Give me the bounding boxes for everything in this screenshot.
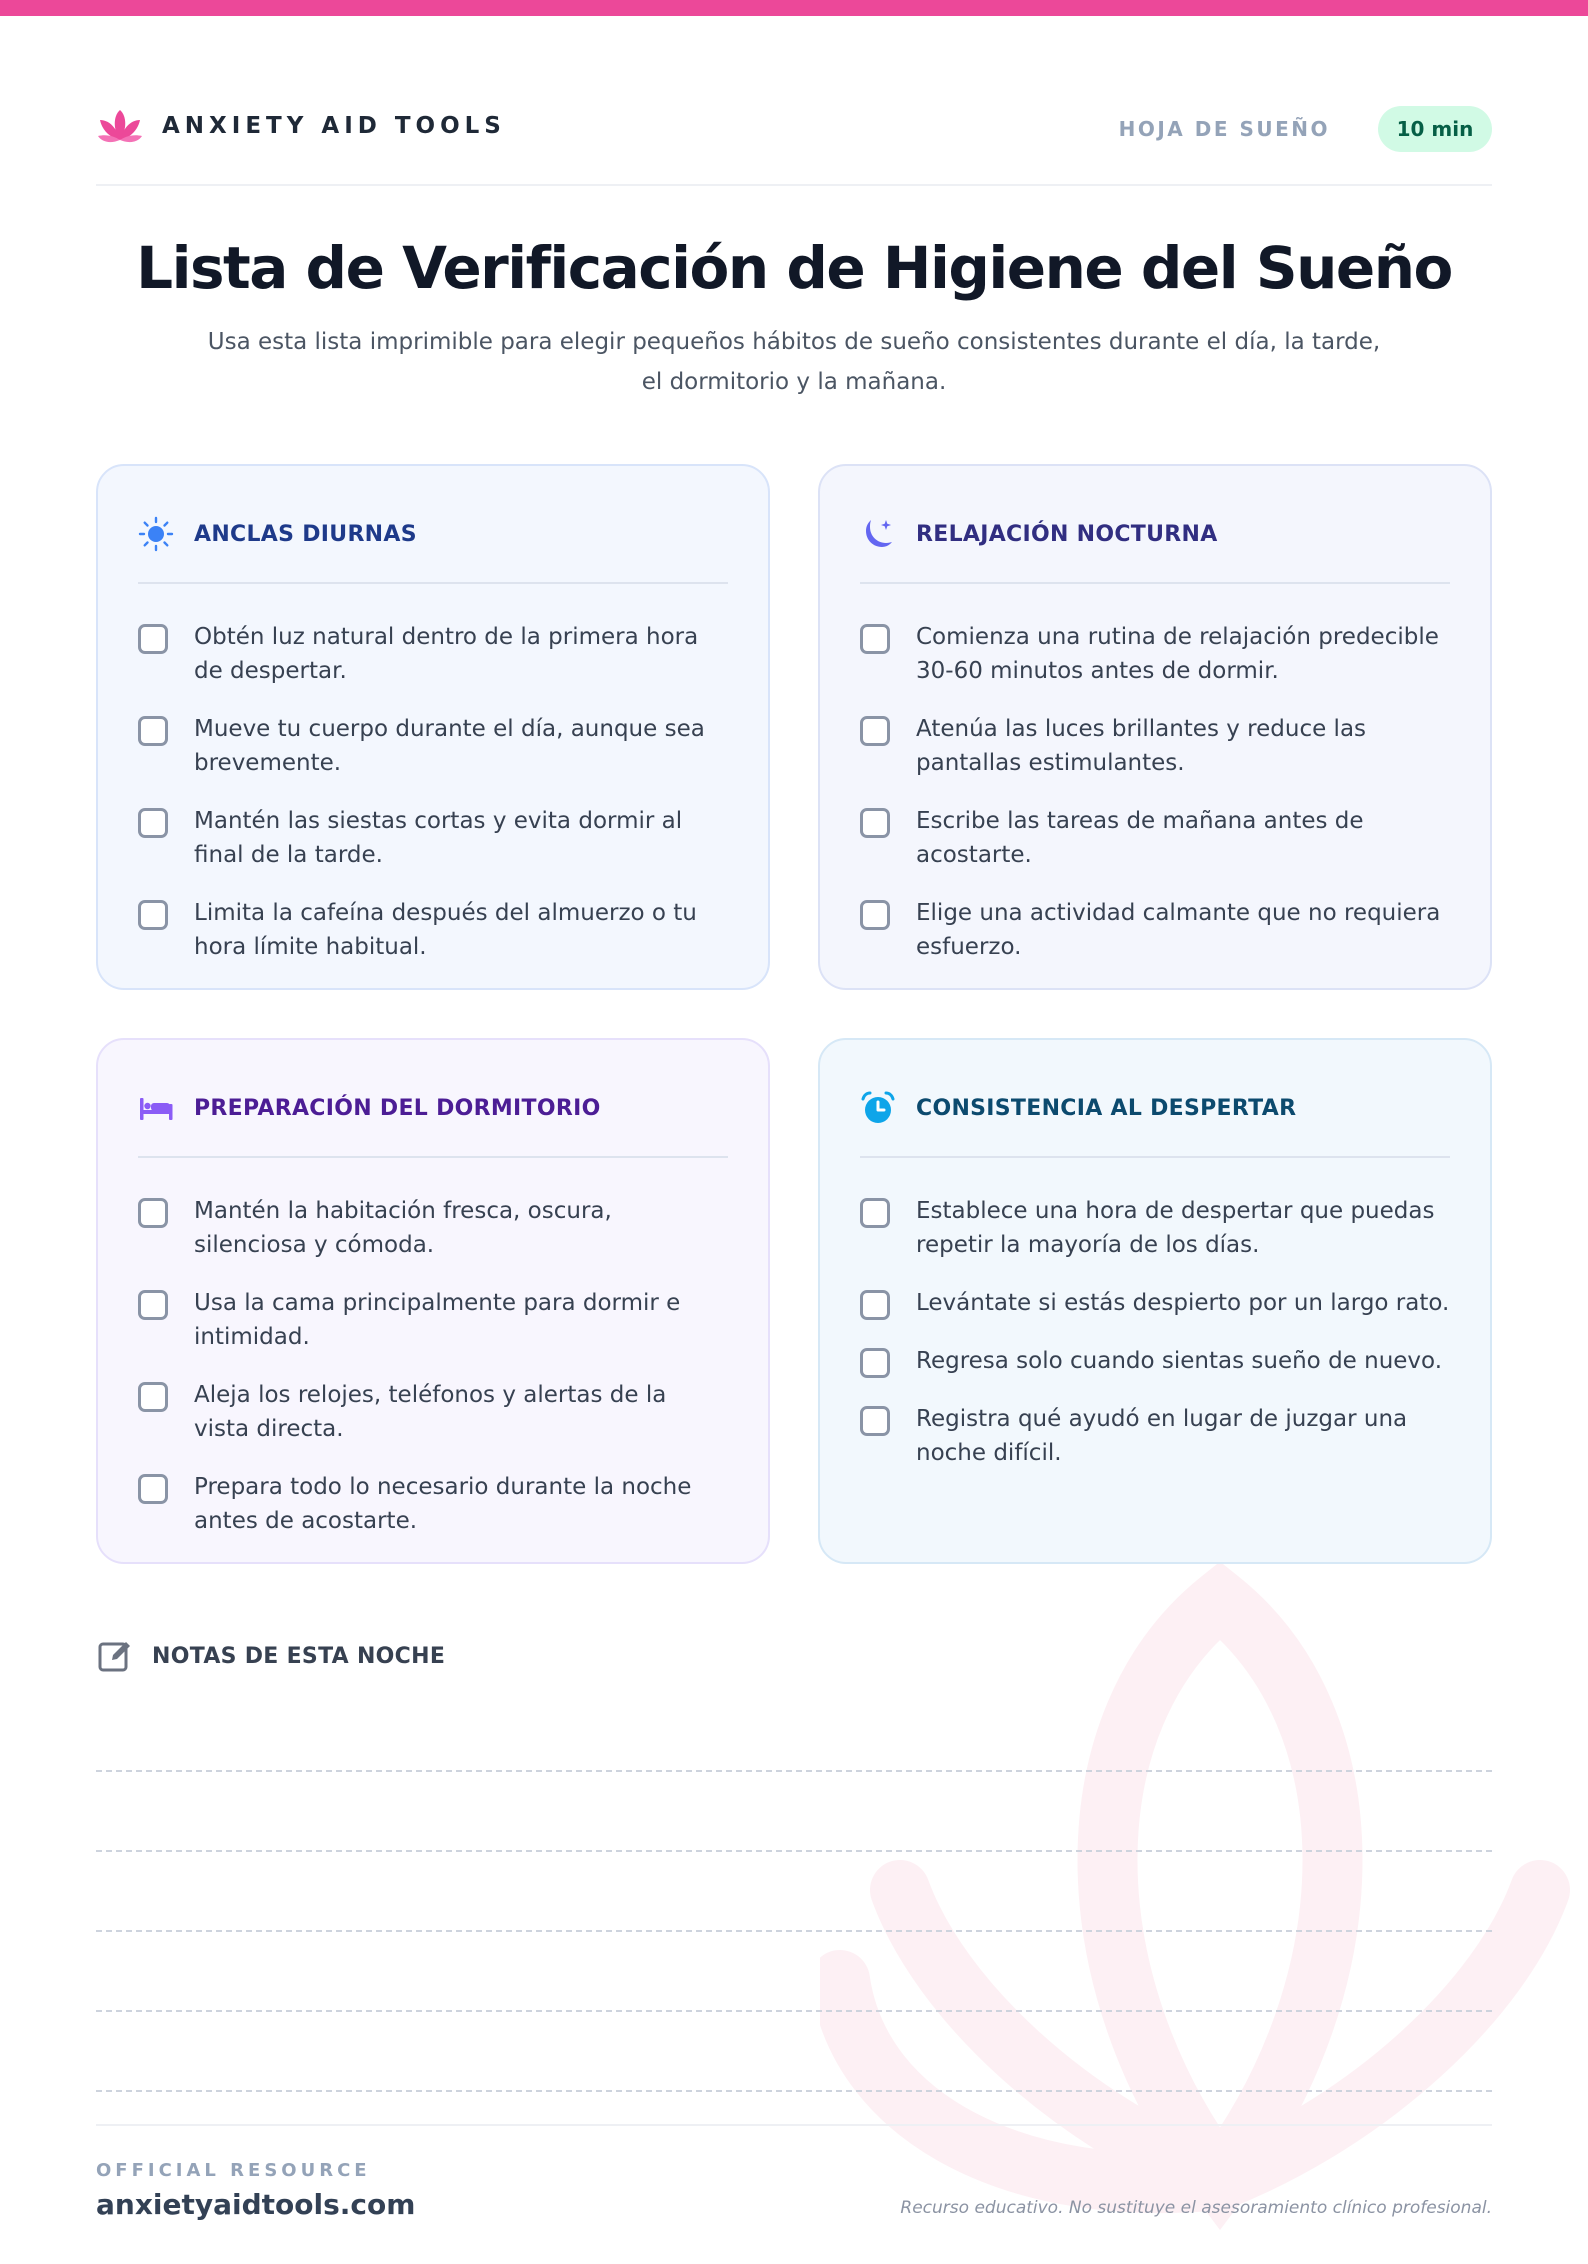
section-divider <box>860 582 1450 584</box>
notes-write-line[interactable] <box>96 1770 1492 1772</box>
brand <box>96 106 506 146</box>
section-card-night-relaxation <box>818 464 1492 990</box>
sheet-label: HOJA DE SUEÑO <box>1118 117 1330 141</box>
checklist-item-text: Mantén las siestas cortas y evita dormir al final de la tarde. <box>194 808 683 868</box>
checkbox[interactable] <box>860 716 890 746</box>
sun-icon <box>138 516 174 552</box>
checkbox[interactable] <box>860 1290 890 1320</box>
section-divider <box>138 1156 728 1158</box>
checkbox[interactable] <box>138 1198 168 1228</box>
checkbox[interactable] <box>860 624 890 654</box>
page-title: Lista de Verificación de Higiene del Sueño <box>136 234 1452 302</box>
section-title: PREPARACIÓN DEL DORMITORIO <box>194 1095 601 1121</box>
top-accent-bar <box>0 0 1588 16</box>
edit-note-icon <box>96 1636 136 1676</box>
section-title: ANCLAS DIURNAS <box>194 521 417 547</box>
checkbox[interactable] <box>860 1198 890 1228</box>
section-title: RELAJACIÓN NOCTURNA <box>916 521 1218 547</box>
checklist-item-text: Mueve tu cuerpo durante el día, aunque sea brevemente. <box>194 716 705 776</box>
section-divider <box>860 1156 1450 1158</box>
notes-write-line[interactable] <box>96 2090 1492 2092</box>
checkbox[interactable] <box>860 1348 890 1378</box>
checklist-item-text: Obtén luz natural dentro de la primera hora de despertar. <box>194 624 699 684</box>
section-header <box>860 1090 1450 1126</box>
checklist-item-text: Comienza una rutina de relajación predecible 30-60 minutos antes de dormir. <box>916 624 1439 684</box>
header-meta <box>1119 106 1492 152</box>
section-card-bedroom-prep <box>96 1038 770 1564</box>
checklist-item-text: Elige una actividad calmante que no requiera esfuerzo. <box>916 900 1441 960</box>
notes-header <box>96 1636 445 1676</box>
checkbox[interactable] <box>860 1406 890 1436</box>
footer-divider <box>96 2124 1492 2126</box>
lotus-watermark-icon <box>820 1560 1588 2260</box>
checklist-item <box>138 804 728 872</box>
brand-name: ANXIETY AID TOOLS <box>162 113 506 139</box>
bed-icon <box>138 1090 174 1126</box>
notes-write-line[interactable] <box>96 2010 1492 2012</box>
section-divider <box>138 582 728 584</box>
footer-disclaimer: Recurso educativo. No sustituye el asesoramiento clínico profesional. <box>900 2198 1492 2218</box>
checklist-item <box>138 620 728 688</box>
checklist-item-text: Aleja los relojes, teléfonos y alertas de la vista directa. <box>194 1382 667 1442</box>
checklist-item-text: Prepara todo lo necesario durante la noche antes de acostarte. <box>194 1474 692 1534</box>
page-header <box>96 100 1492 186</box>
checkbox[interactable] <box>138 1382 168 1412</box>
checklist-item <box>138 896 728 964</box>
checklist-item-text: Registra qué ayudó en lugar de juzgar una noche difícil. <box>916 1406 1408 1466</box>
checklist-item <box>138 1470 728 1538</box>
checklist-item <box>860 1286 1450 1320</box>
checklist-item <box>860 896 1450 964</box>
footer-label: OFFICIAL RESOURCE <box>96 2160 371 2181</box>
checklist-item-text: Usa la cama principalmente para dormir e intimidad. <box>194 1290 681 1350</box>
footer-url-link[interactable]: anxietyaidtools.com <box>96 2188 416 2221</box>
moon-icon <box>860 516 896 552</box>
time-badge: 10 min <box>1378 106 1492 152</box>
alarm-clock-icon <box>860 1090 896 1126</box>
checkbox[interactable] <box>860 900 890 930</box>
checklist-item <box>138 1194 728 1262</box>
checklist-item <box>860 712 1450 780</box>
section-card-wake-consistency <box>818 1038 1492 1564</box>
checklist-item-text: Establece una hora de despertar que puedas repetir la mayoría de los días. <box>916 1198 1435 1258</box>
section-header <box>138 1090 728 1126</box>
checkbox[interactable] <box>138 1290 168 1320</box>
checklist-item <box>860 1344 1450 1378</box>
checklist-item-text: Regresa solo cuando sientas sueño de nuevo. <box>916 1348 1443 1374</box>
checkbox[interactable] <box>138 624 168 654</box>
section-title: CONSISTENCIA AL DESPERTAR <box>916 1095 1297 1121</box>
notes-write-line[interactable] <box>96 1850 1492 1852</box>
notes-title: NOTAS DE ESTA NOCHE <box>152 1643 446 1669</box>
checklist-item <box>138 712 728 780</box>
checklist-item-text: Limita la cafeína después del almuerzo o tu hora límite habitual. <box>194 900 697 960</box>
checklist-item-text: Mantén la habitación fresca, oscura, silenciosa y cómoda. <box>194 1198 612 1258</box>
section-header <box>860 516 1450 552</box>
checklist-item <box>138 1378 728 1446</box>
page-subtitle: Usa esta lista imprimible para elegir pequeños hábitos de sueño consistentes durante el día, la tarde, el dormitorio y la mañana. <box>207 329 1381 395</box>
checklist-item-text: Levántate si estás despierto por un largo rato. <box>916 1290 1450 1316</box>
checklist-item-text: Escribe las tareas de mañana antes de acostarte. <box>916 808 1364 868</box>
checkbox[interactable] <box>138 900 168 930</box>
checkbox[interactable] <box>138 716 168 746</box>
section-header <box>138 516 728 552</box>
checklist-item <box>860 1402 1450 1470</box>
checklist-item-text: Atenúa las luces brillantes y reduce las pantallas estimulantes. <box>916 716 1367 776</box>
notes-write-line[interactable] <box>96 1930 1492 1932</box>
checkbox[interactable] <box>138 808 168 838</box>
lotus-icon <box>96 106 144 146</box>
checklist-item <box>860 804 1450 872</box>
checklist-item <box>860 620 1450 688</box>
checklist-item <box>138 1286 728 1354</box>
section-card-day-anchors <box>96 464 770 990</box>
checkbox[interactable] <box>138 1474 168 1504</box>
checkbox[interactable] <box>860 808 890 838</box>
checklist-item <box>860 1194 1450 1262</box>
